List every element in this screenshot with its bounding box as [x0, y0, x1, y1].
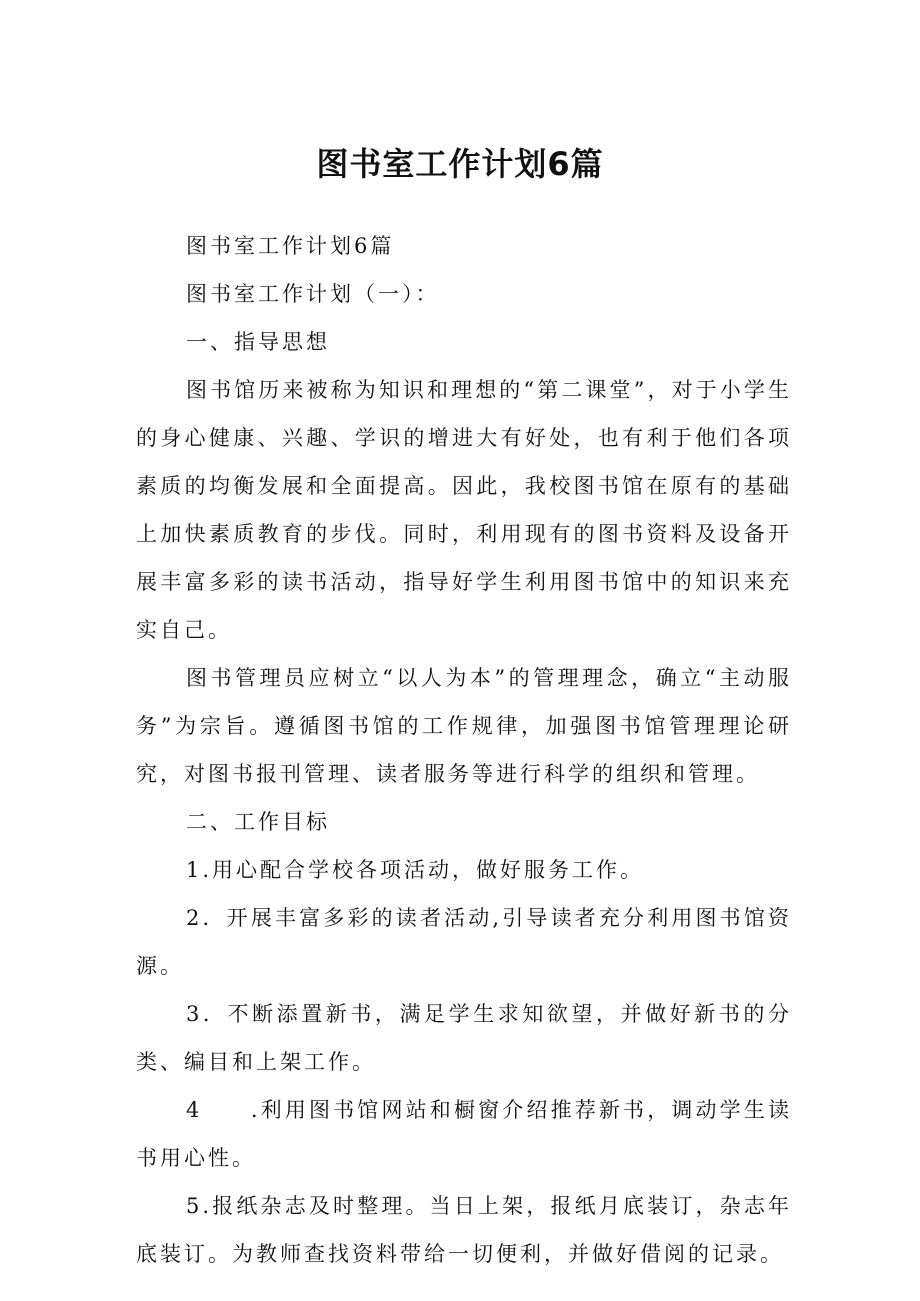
- paragraph-plan-one-heading: 图书室工作计划（一）：: [186, 282, 440, 306]
- paragraph-library-role: 图书馆历来被称为知识和理想的“第二课堂”，对于小学生的身心健康、兴趣、学识的增进大有好处，也有利于他们各项素质的均衡发展和全面提高。因此，我校图书馆在原有的基础上加快素质教育的步伐。同时，利用现有的图书资料及设备开展丰富多彩的读书活动，指导好学生利用图书馆中的知识来充实自己。: [136, 378, 792, 642]
- section-heading-guiding-thought: 一、指导思想: [186, 330, 330, 354]
- section-heading-work-goals: 二、工作目标: [186, 810, 330, 834]
- goal-item-4: 4 .利用图书馆网站和橱窗介绍推荐新书，调动学生读书用心性。: [136, 1098, 792, 1170]
- goal-item-5: 5.报纸杂志及时整理。当日上架，报纸月底装订，杂志年底装订。为教师查找资料带给一切便利，并做好借阅的记录。: [136, 1194, 792, 1266]
- paragraph-subtitle: 图书室工作计划6篇: [186, 234, 395, 258]
- paragraph-librarian-philosophy: 图书管理员应树立“以人为本”的管理理念，确立“主动服务”为宗旨。遵循图书馆的工作规律，加强图书馆管理理论研究，对图书报刊管理、读者服务等进行科学的组织和管理。: [136, 666, 792, 786]
- document-title: 图书室工作计划6篇: [316, 145, 604, 183]
- goal-item-1: 1.用心配合学校各项活动，做好服务工作。: [186, 858, 645, 882]
- goal-item-3: 3．不断添置新书，满足学生求知欲望，并做好新书的分类、编目和上架工作。: [136, 1002, 792, 1074]
- document-body: [136, 222, 792, 1278]
- goal-item-2: 2．开展丰富多彩的读者活动,引导读者充分利用图书馆资源。: [136, 906, 792, 978]
